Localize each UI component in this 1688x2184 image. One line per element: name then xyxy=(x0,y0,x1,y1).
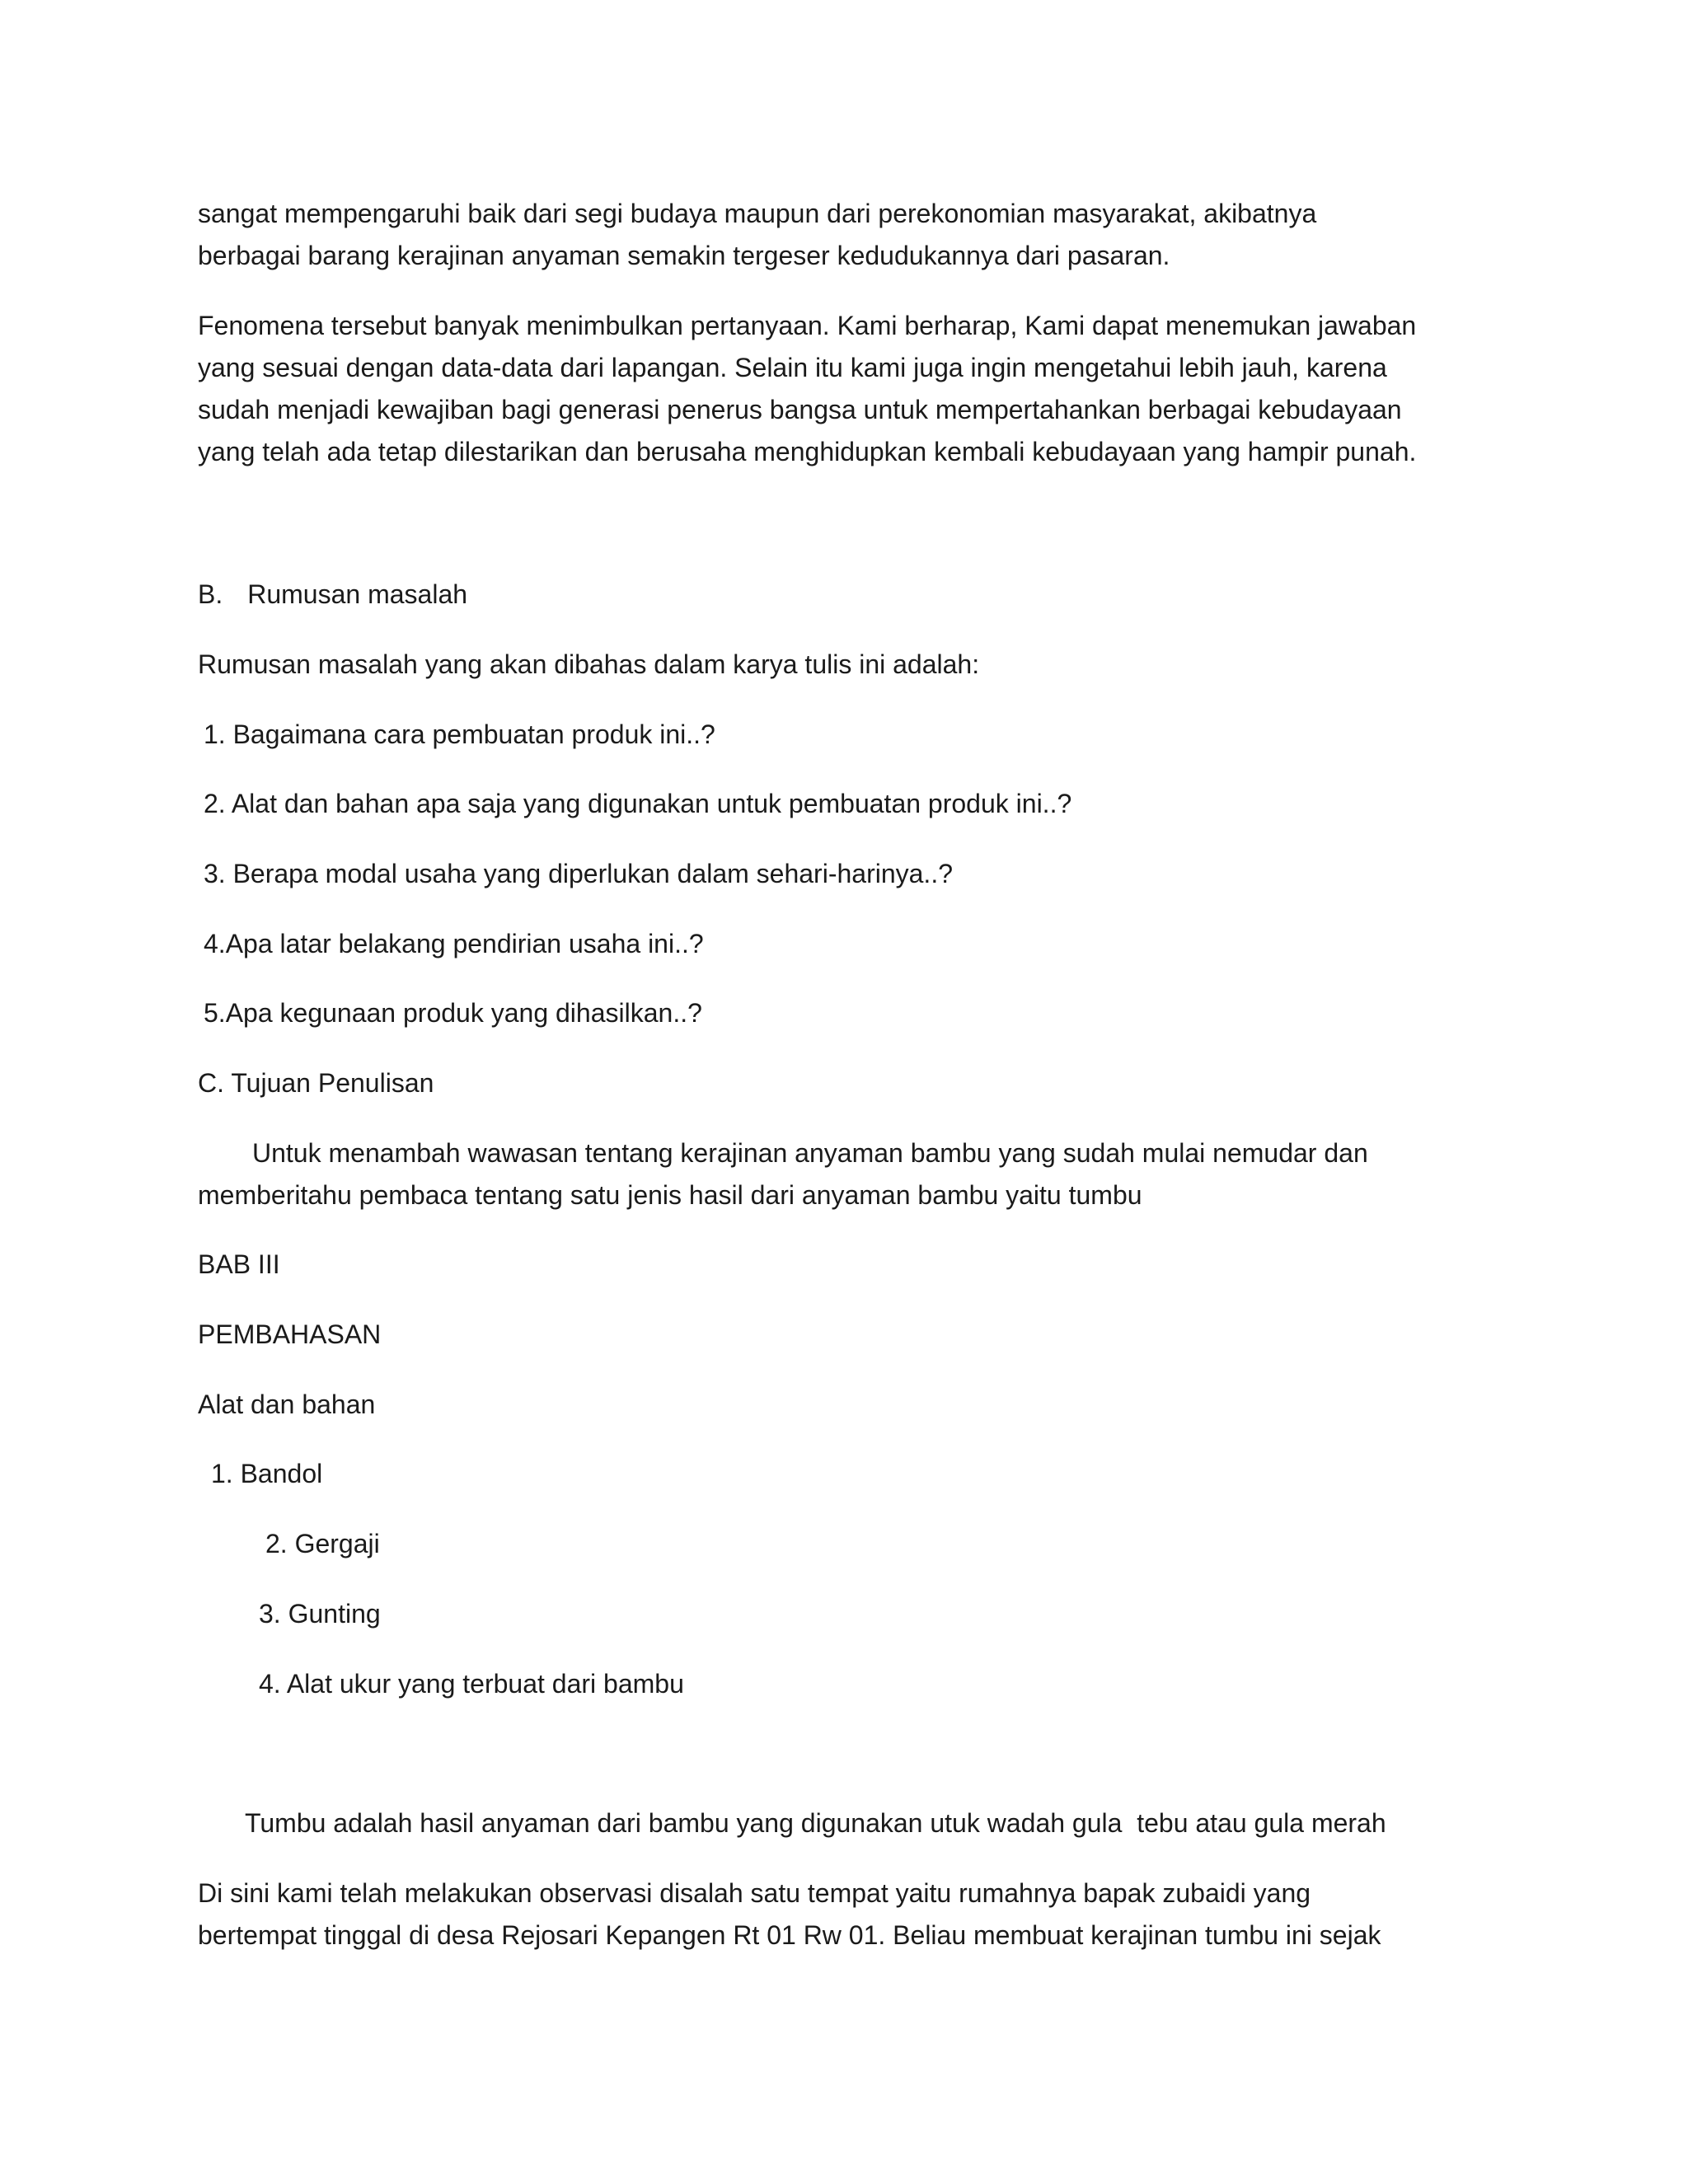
problem-item-2: 2. Alat dan bahan apa saja yang digunakan untuk pembuatan produk ini..? xyxy=(204,789,1072,818)
section-b-intro: Rumusan masalah yang akan dibahas dalam karya tulis ini adalah: xyxy=(198,649,980,679)
section-c-body-line-2: memberitahu pembaca tentang satu jenis hasil dari anyaman bambu yaitu tumbu xyxy=(198,1180,1142,1210)
problem-item-1: 1. Bagaimana cara pembuatan produk ini..? xyxy=(204,719,715,749)
section-b-heading-text: Rumusan masalah xyxy=(247,579,468,609)
tool-item-4: 4. Alat ukur yang terbuat dari bambu xyxy=(259,1669,684,1699)
tumbu-definition: Tumbu adalah hasil anyaman dari bambu yang digunakan utuk wadah gula tebu atau gula merah xyxy=(245,1808,1386,1838)
section-b-heading-letter: B. xyxy=(198,579,223,609)
problem-item-4: 4.Apa latar belakang pendirian usaha ini..? xyxy=(204,929,704,958)
tool-item-1: 1. Bandol xyxy=(211,1459,323,1488)
intro-paragraph-2-line-1: Fenomena tersebut banyak menimbulkan pertanyaan. Kami berharap, Kami dapat menemukan jawaban xyxy=(198,311,1417,340)
intro-paragraph-2-line-4: yang telah ada tetap dilestarikan dan berusaha menghidupkan kembali kebudayaan yang hampir punah. xyxy=(198,437,1417,466)
section-b-heading xyxy=(198,574,467,616)
tool-item-3: 3. Gunting xyxy=(259,1599,381,1629)
intro-paragraph-2-line-3: sudah menjadi kewajiban bagi generasi penerus bangsa untuk mempertahankan berbagai kebudayaan xyxy=(198,395,1402,424)
intro-paragraph-1-line-1: sangat mempengaruhi baik dari segi budaya maupun dari perekonomian masyarakat, akibatnya xyxy=(198,199,1317,228)
tool-item-2: 2. Gergaji xyxy=(265,1529,380,1558)
section-c-body-line-1: Untuk menambah wawasan tentang kerajinan anyaman bambu yang sudah mulai nemudar dan xyxy=(252,1138,1368,1168)
intro-paragraph-2-line-2: yang sesuai dengan data-data dari lapangan. Selain itu kami juga ingin mengetahui lebih jauh, karena xyxy=(198,353,1387,382)
problem-item-5: 5.Apa kegunaan produk yang dihasilkan..? xyxy=(204,998,702,1028)
observation-line-2: bertempat tinggal di desa Rejosari Kepangen Rt 01 Rw 01. Beliau membuat kerajinan tumbu ini sejak xyxy=(198,1920,1381,1950)
problem-item-3: 3. Berapa modal usaha yang diperlukan dalam sehari-harinya..? xyxy=(204,859,953,888)
intro-paragraph-1-line-2: berbagai barang kerajinan anyaman semakin tergeser kedudukannya dari pasaran. xyxy=(198,241,1170,270)
tools-heading: Alat dan bahan xyxy=(198,1390,376,1419)
section-c-heading: C. Tujuan Penulisan xyxy=(198,1068,434,1098)
chapter-label: BAB III xyxy=(198,1249,280,1279)
observation-line-1: Di sini kami telah melakukan observasi disalah satu tempat yaitu rumahnya bapak zubaidi yang xyxy=(198,1878,1311,1908)
chapter-title: PEMBAHASAN xyxy=(198,1319,382,1349)
